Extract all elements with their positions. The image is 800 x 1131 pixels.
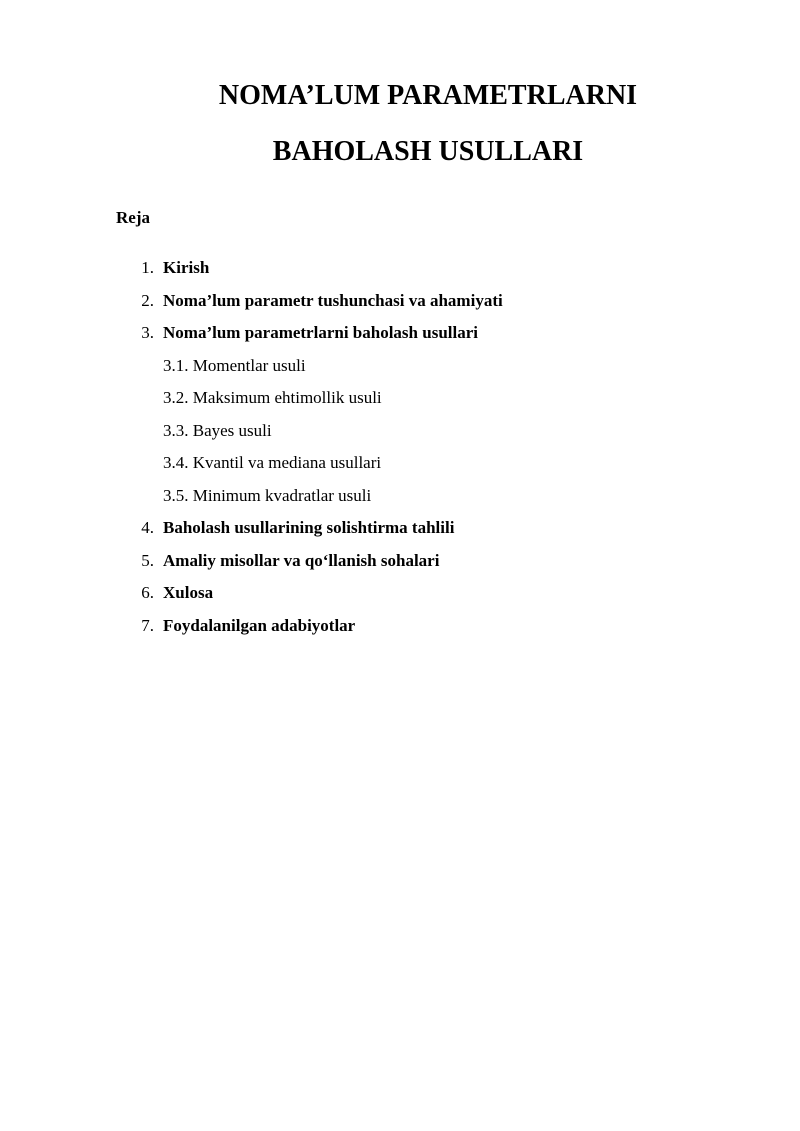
toc-item — [0, 550, 800, 583]
toc-item-text: Kirish — [163, 258, 210, 277]
toc-subitem — [0, 355, 800, 388]
toc-subitem — [0, 387, 800, 420]
toc-item-number: 1. — [141, 258, 154, 277]
toc-item-text: Amaliy misollar va qo‘llanish sohalari — [163, 550, 440, 570]
toc-item-text: Xulosa — [163, 583, 214, 602]
toc-subitem-text: 3.4. Kvantil va mediana usullari — [163, 453, 382, 472]
toc-item-number: 2. — [141, 290, 154, 310]
toc-subitem-text: 3.5. Minimum kvadratlar usuli — [163, 485, 372, 505]
toc-item-text: Noma’lum parametrlarni baholash usullari — [163, 323, 478, 342]
toc-item-text: Foydalanilgan adabiyotlar — [163, 615, 356, 635]
toc-item — [0, 615, 800, 648]
toc-item-number: 4. — [141, 518, 154, 537]
toc-item-number: 3. — [141, 323, 154, 342]
toc-item-number: 6. — [141, 583, 154, 602]
toc-subitem — [0, 420, 800, 453]
toc-subitem — [0, 452, 800, 485]
toc-subitem — [0, 485, 800, 518]
toc-item-text: Noma’lum parametr tushunchasi va ahamiyati — [163, 290, 503, 310]
toc-item-number: 7. — [141, 615, 154, 635]
document-title-line-2: BAHOLASH USULLARI — [272, 136, 584, 167]
document-title-line-1: NOMA’LUM PARAMETRLARNI — [218, 80, 638, 111]
toc-subitem-text: 3.1. Momentlar usuli — [163, 355, 306, 375]
plan-heading: Reja — [116, 208, 150, 227]
toc-item — [0, 582, 800, 615]
toc-item-text: Baholash usullarining solishtirma tahlili — [163, 518, 455, 537]
toc-subitem-text: 3.2. Maksimum ehtimollik usuli — [163, 388, 382, 407]
toc-item — [0, 517, 800, 550]
toc-item — [0, 257, 800, 290]
toc-subitem-text: 3.3. Bayes usuli — [163, 420, 272, 440]
toc-item-number: 5. — [141, 550, 154, 570]
toc-item — [0, 322, 800, 355]
table-of-contents — [0, 257, 800, 647]
toc-item — [0, 290, 800, 323]
